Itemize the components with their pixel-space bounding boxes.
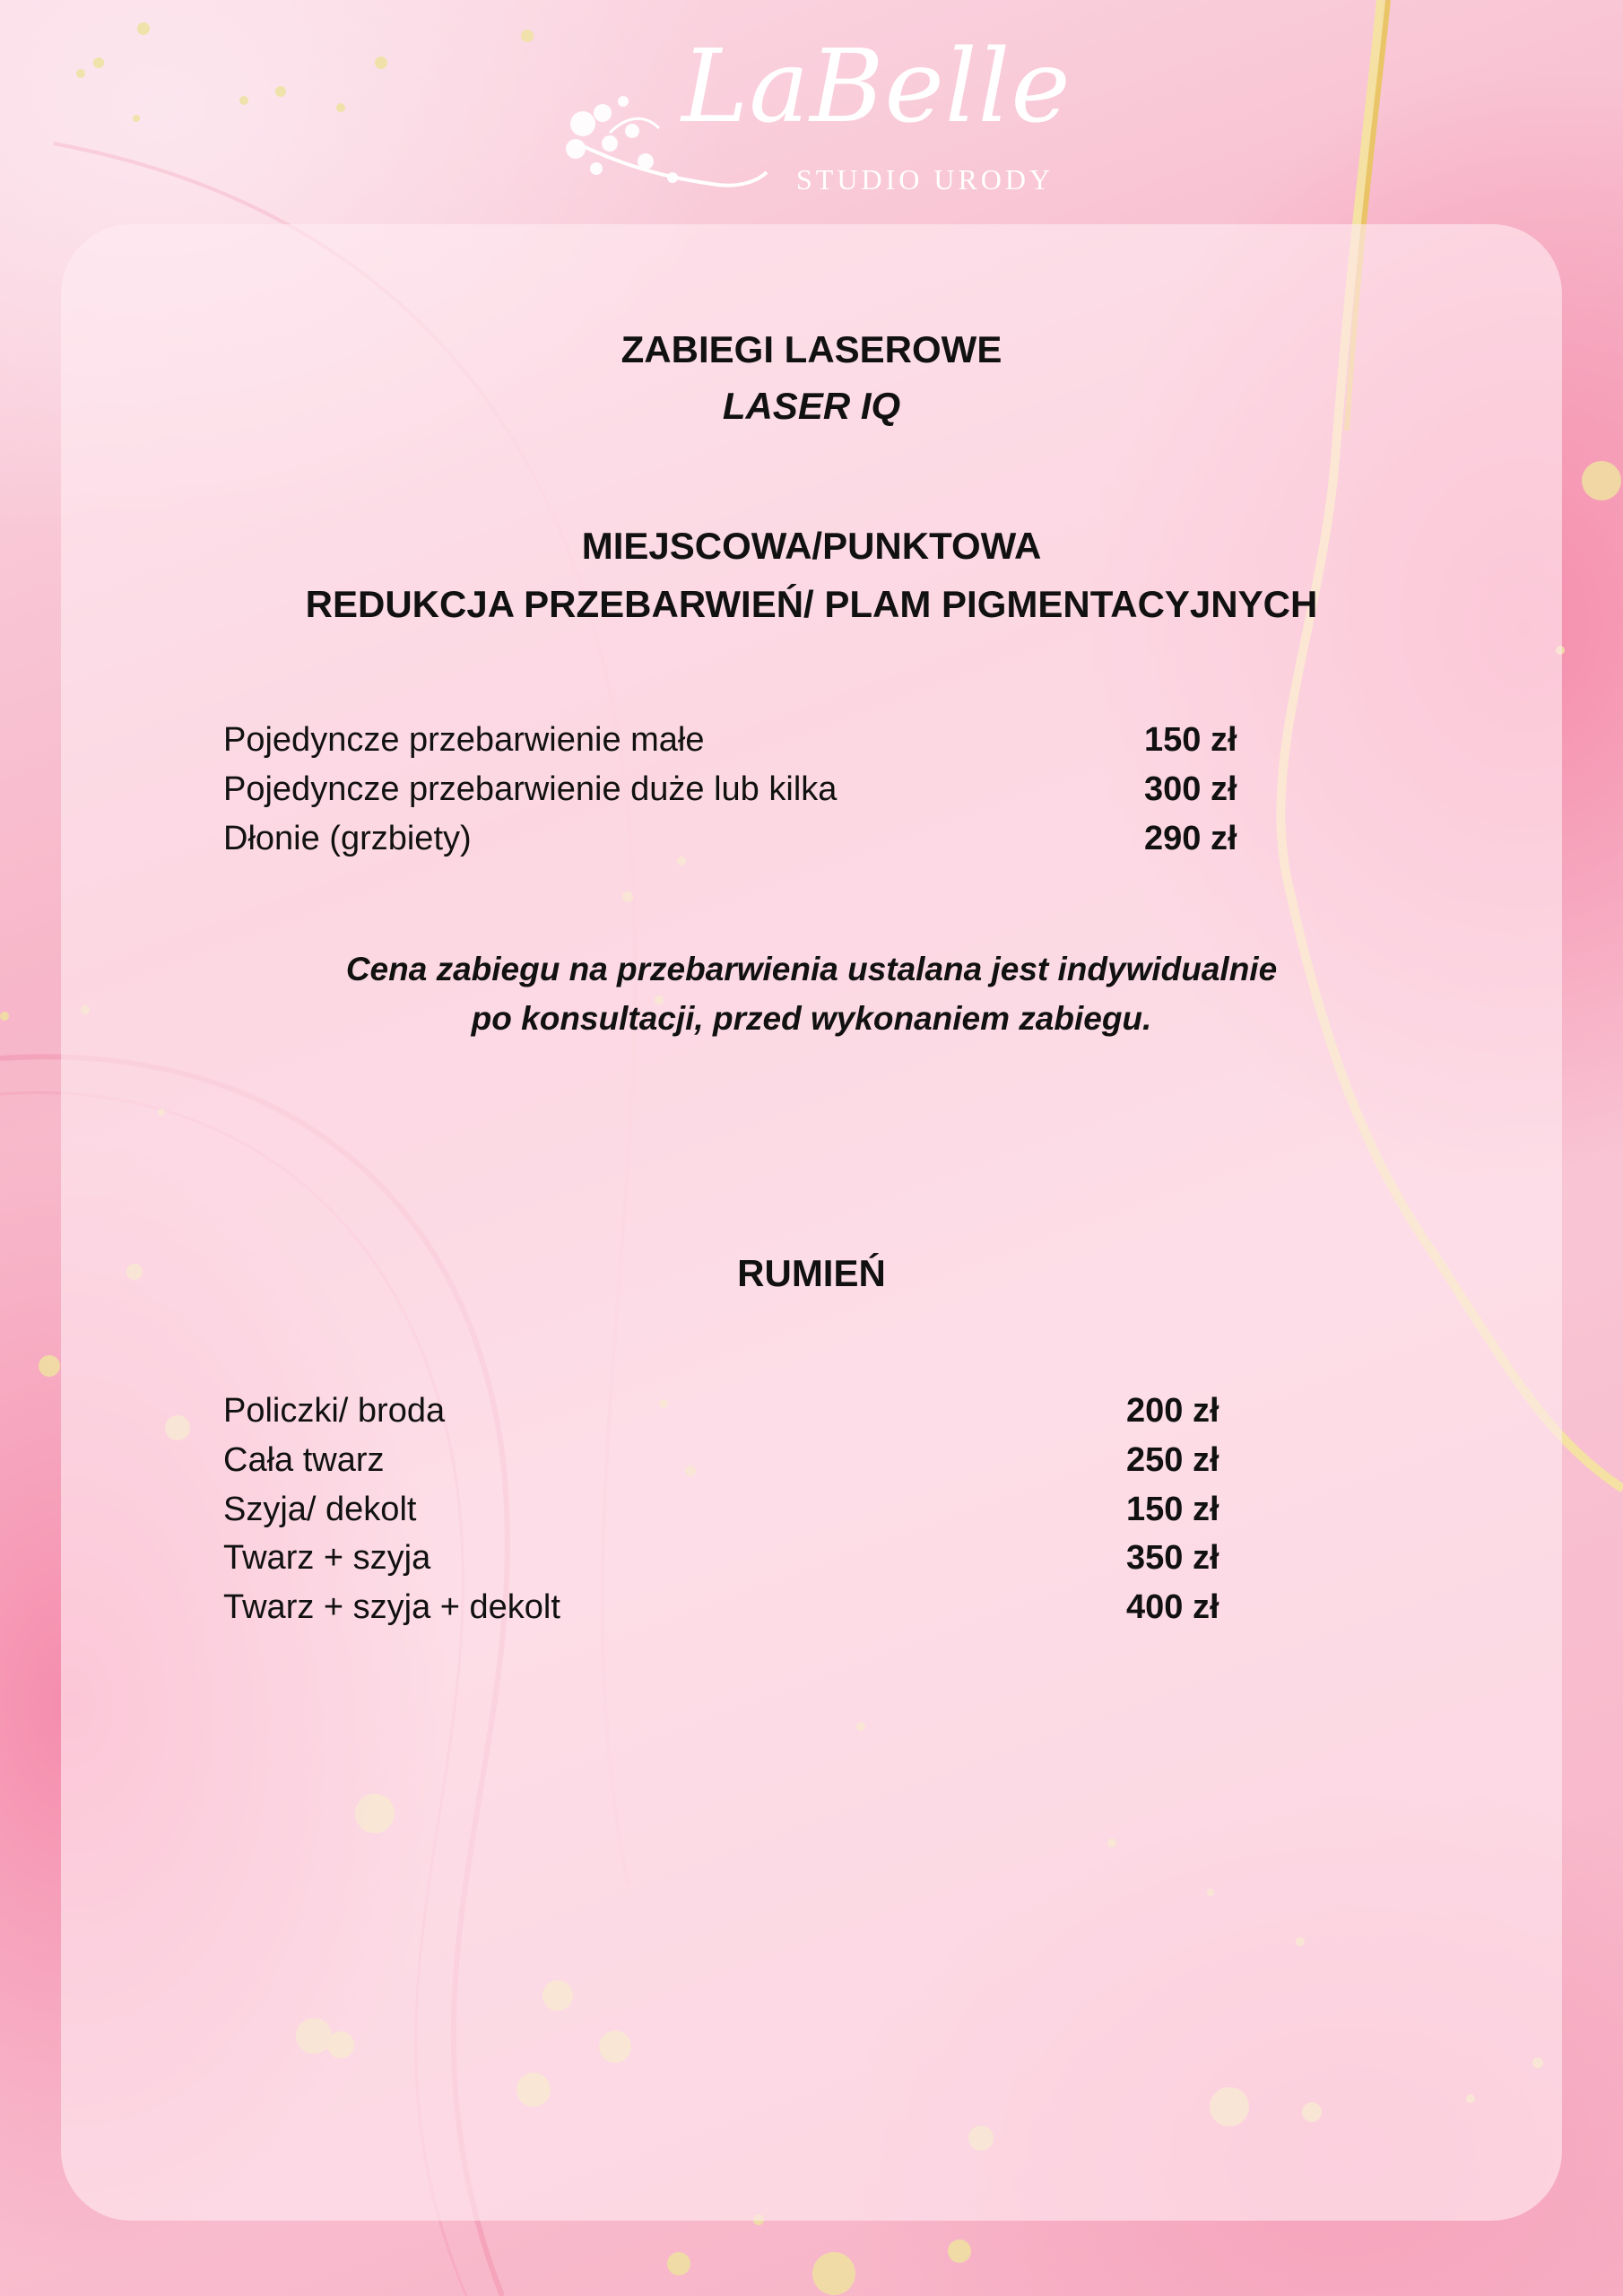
price-item-price: 200 zł (1126, 1392, 1219, 1430)
price-item-price: 300 zł (1144, 770, 1237, 808)
page-title: ZABIEGI LASEROWE (621, 328, 1002, 370)
content-card (61, 224, 1562, 2221)
brand-name: LaBelle (681, 29, 1072, 145)
price-item-price: 150 zł (1126, 1491, 1219, 1528)
price-item-name: Cała twarz (223, 1441, 385, 1479)
section-heading: REDUKCJA PRZEBARWIEŃ/ PLAM PIGMENTACYJNYCH (305, 583, 1318, 625)
price-item-name: Twarz + szyja + dekolt (223, 1588, 560, 1626)
price-item-price: 290 zł (1144, 820, 1237, 857)
price-item-price: 250 zł (1126, 1441, 1219, 1479)
price-item-name: Policzki/ broda (223, 1392, 446, 1430)
price-item-price: 150 zł (1144, 721, 1237, 759)
price-item-price: 350 zł (1126, 1539, 1219, 1577)
price-item-name: Szyja/ dekolt (223, 1491, 417, 1528)
brand-tagline: STUDIO URODY (796, 163, 1055, 196)
price-item-name: Pojedyncze przebarwienie małe (223, 721, 705, 759)
section-heading: MIEJSCOWA/PUNKTOWA (581, 525, 1042, 567)
price-note: po konsultacji, przed wykonaniem zabiegu. (471, 1000, 1152, 1037)
price-item-name: Twarz + szyja (223, 1539, 431, 1577)
section-heading: RUMIEŃ (737, 1252, 886, 1294)
price-item-price: 400 zł (1126, 1588, 1219, 1626)
price-item-name: Dłonie (grzbiety) (223, 820, 472, 857)
page-subtitle: LASER IQ (722, 385, 901, 427)
price-note: Cena zabiegu na przebarwienia ustalana jest indywidualnie (345, 951, 1278, 987)
logo (556, 29, 1076, 206)
price-item-name: Pojedyncze przebarwienie duże lub kilka (223, 770, 838, 808)
